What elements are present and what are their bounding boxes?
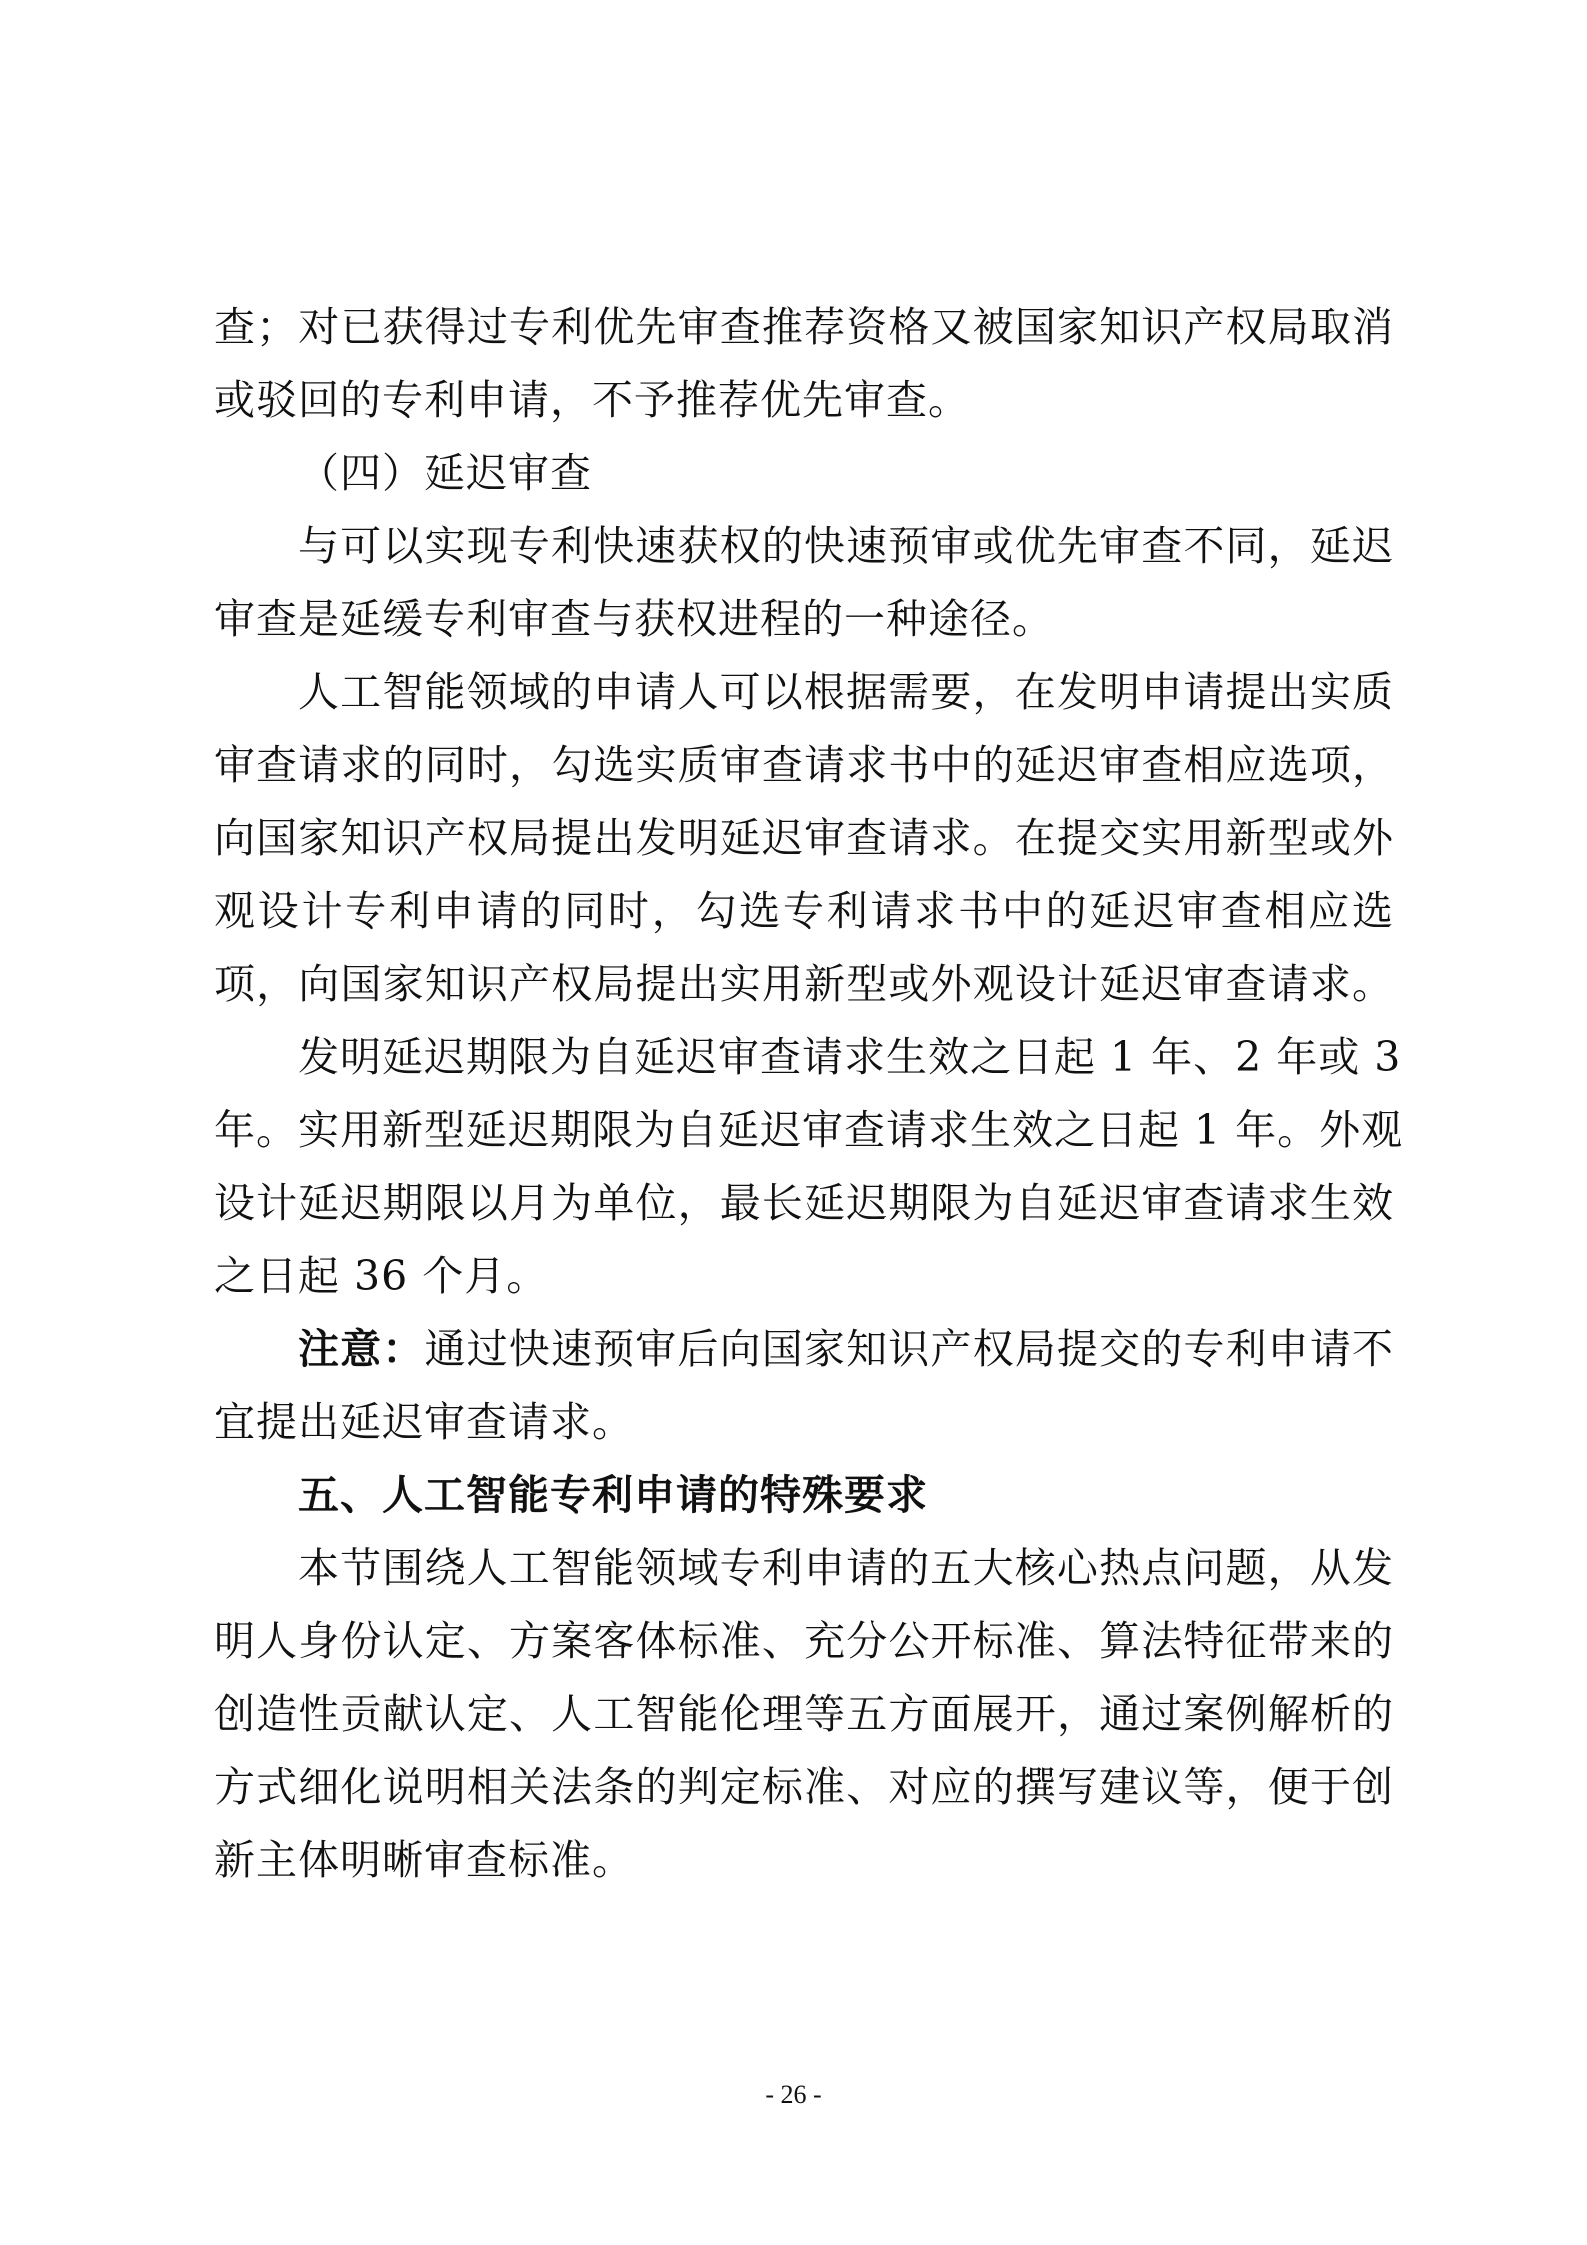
section-heading: 五、人工智能专利申请的特殊要求 — [298, 1471, 928, 1519]
paragraph-line: 方式细化说明相关法条的判定标准、对应的撰写建议等，便于创 — [214, 1763, 1394, 1811]
paragraph-line: 本节围绕人工智能领域专利申请的五大核心热点问题，从发 — [298, 1544, 1394, 1592]
paragraph-line: 宜提出延迟审查请求。 — [214, 1398, 634, 1446]
paragraph-line: 或驳回的专利申请，不予推荐优先审查。 — [214, 376, 970, 424]
paragraph-line: 与可以实现专利快速获权的快速预审或优先审查不同，延迟 — [298, 522, 1394, 570]
paragraph-line: 向国家知识产权局提出发明延迟审查请求。在提交实用新型或外 — [214, 814, 1394, 862]
paragraph-line: 年。实用新型延迟期限为自延迟审查请求生效之日起 1 年。外观 — [214, 1106, 1404, 1154]
document-body — [214, 291, 1404, 1897]
paragraph-line: 人工智能领域的申请人可以根据需要，在发明申请提出实质 — [298, 668, 1394, 716]
note-label: 注意： — [298, 1325, 425, 1373]
page-number: - 26 - — [765, 2080, 822, 2109]
paragraph-line: 发明延迟期限为自延迟审查请求生效之日起 1 年、2 年或 3 — [298, 1033, 1402, 1081]
paragraph-line: 明人身份认定、方案客体标准、充分公开标准、算法特征带来的 — [214, 1617, 1394, 1665]
paragraph-line: 观设计专利申请的同时，勾选专利请求书中的延迟审查相应选 — [214, 887, 1394, 935]
paragraph-line: 查；对已获得过专利优先审查推荐资格又被国家知识产权局取消 — [214, 303, 1394, 351]
note-text: 通过快速预审后向国家知识产权局提交的专利申请不 — [424, 1325, 1395, 1373]
paragraph-line: 之日起 36 个月。 — [214, 1252, 549, 1300]
paragraph-line: 审查是延缓专利审查与获权进程的一种途径。 — [214, 595, 1054, 643]
paragraph-line: 新主体明晰审查标准。 — [214, 1836, 634, 1884]
paragraph-line: 设计延迟期限以月为单位，最长延迟期限为自延迟审查请求生效 — [214, 1179, 1394, 1227]
paragraph-line: 审查请求的同时，勾选实质审查请求书中的延迟审查相应选项， — [214, 741, 1394, 789]
subsection-heading: （四）延迟审查 — [298, 449, 592, 497]
paragraph-line: 创造性贡献认定、人工智能伦理等五方面展开，通过案例解析的 — [214, 1690, 1394, 1738]
note-line — [214, 1313, 1394, 1386]
paragraph-line: 项，向国家知识产权局提出实用新型或外观设计延迟审查请求。 — [214, 960, 1394, 1008]
